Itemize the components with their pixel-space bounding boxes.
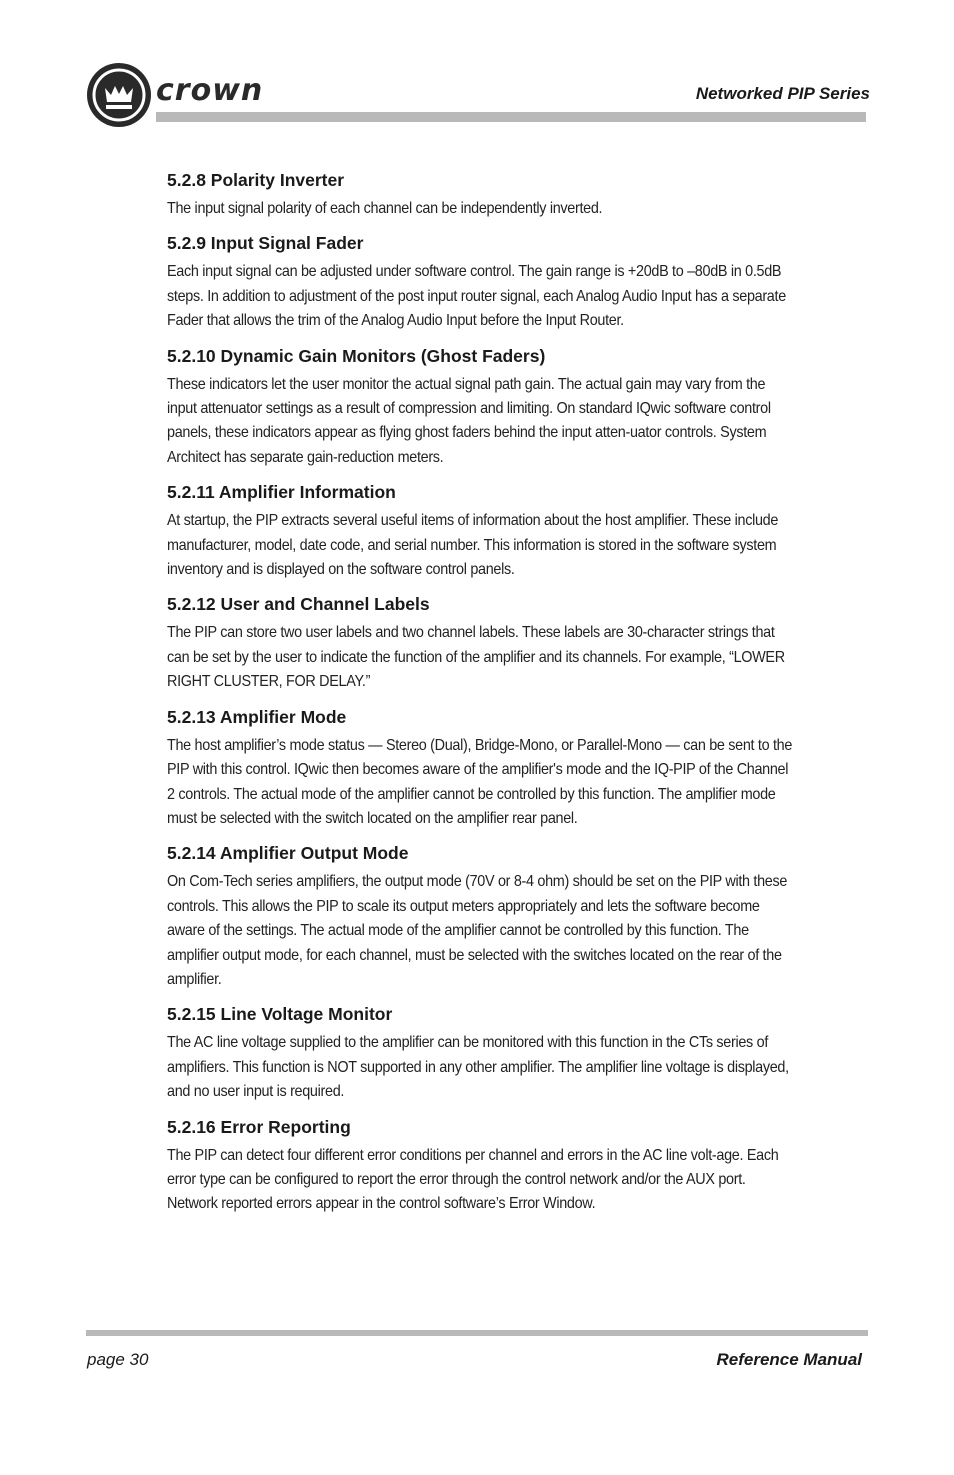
section-body: The AC line voltage supplied to the amplifier can be monitored with this function in the CTs series of amplifiers. This function is NOT supported in any other amplifier. The amplifier line voltage is displayed, and no user input is required. xyxy=(167,1034,789,1101)
header-rule xyxy=(156,112,866,122)
section-amplifier-mode xyxy=(167,707,795,832)
section-body: The host amplifier’s mode status — Stereo (Dual), Bridge-Mono, or Parallel-Mono — can be sent to the PIP with this control. IQwic then becomes aware of the amplifier's mode and the IQ-PIP of the Channel 2 controls. The actual mode of the amplifier cannot be controlled by this function. The amplifier mode must be selected with the switch located on the amplifier rear panel. xyxy=(167,736,793,827)
section-heading: 5.2.10 Dynamic Gain Monitors (Ghost Faders) xyxy=(167,345,546,366)
section-body: The input signal polarity of each channel can be independently inverted. xyxy=(167,200,603,217)
section-heading: 5.2.13 Amplifier Mode xyxy=(167,706,347,727)
section-heading: 5.2.15 Line Voltage Monitor xyxy=(167,1004,393,1025)
page-number: page 30 xyxy=(87,1350,149,1369)
section-body: The PIP can detect four different error conditions per channel and errors in the AC line volt-age. Each error type can be configured to report the error through the control network and/or the AUX port. Network reported errors appear in the control software’s Error Window. xyxy=(167,1146,779,1213)
section-heading: 5.2.12 User and Channel Labels xyxy=(167,594,430,615)
section-user-channel-labels xyxy=(167,594,795,694)
section-heading: 5.2.16 Error Reporting xyxy=(167,1116,351,1137)
section-polarity-inverter xyxy=(167,170,795,221)
section-body: On Com-Tech series amplifiers, the output mode (70V or 8-4 ohm) should be set on the PIP with these controls. This allows the PIP to scale its output meters appropriately and lets the software become aware of the settings. The actual mode of the amplifier cannot be controlled by this function. The amplifier output mode, for each channel, must be selected with the switches located on the rear of the amplifier. xyxy=(167,873,788,988)
section-amplifier-information xyxy=(167,482,795,582)
section-body: Each input signal can be adjusted under software control. The gain range is +20dB to –80dB in 0.5dB steps. In addition to adjustment of the post input router signal, each Analog Audio Input has a separate Fader that allows the trim of the Analog Audio Input before the Input Router. xyxy=(167,263,786,330)
section-amplifier-output-mode xyxy=(167,843,795,992)
footer-rule xyxy=(86,1330,868,1336)
section-heading: 5.2.8 Polarity Inverter xyxy=(167,170,345,190)
manual-title: Reference Manual xyxy=(716,1350,862,1369)
section-line-voltage-monitor xyxy=(167,1004,795,1104)
section-dynamic-gain-monitors xyxy=(167,346,795,471)
svg-text:crown: crown xyxy=(156,76,264,106)
crown-wordmark xyxy=(156,76,286,106)
series-title: Networked PIP Series xyxy=(695,84,870,103)
page-content xyxy=(167,170,795,1229)
crown-logo-icon xyxy=(86,62,152,128)
section-body: The PIP can store two user labels and two channel labels. These labels are 30-character strings that can be set by the user to indicate the function of the amplifier and its channels. For example, “LOWER RIGHT CLUSTER, FOR DELAY.” xyxy=(167,624,785,691)
section-heading: 5.2.14 Amplifier Output Mode xyxy=(167,843,409,864)
section-body: At startup, the PIP extracts several useful items of information about the host amplifier. These include manufacturer, model, date code, and serial number. This information is stored in the software system inventory and is displayed on the software control panels. xyxy=(167,512,779,579)
section-error-reporting xyxy=(167,1117,795,1217)
section-heading: 5.2.11 Amplifier Information xyxy=(167,482,396,503)
section-heading: 5.2.9 Input Signal Fader xyxy=(167,233,364,254)
section-body: These indicators let the user monitor the actual signal path gain. The actual gain may vary from the input attenuator settings as a result of compression and limiting. On standard IQwic software control panels, these indicators appear as flying ghost faders behind the input atten-uator controls. System Architect has separate gain-reduction meters. xyxy=(167,375,771,466)
section-input-signal-fader xyxy=(167,233,795,333)
